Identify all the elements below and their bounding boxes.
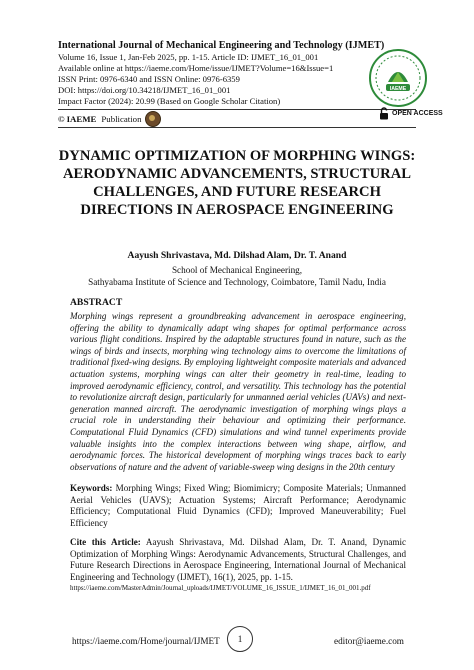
open-access-label: OPEN ACCESS bbox=[392, 110, 443, 117]
available-online-line: Available online at https://iaeme.com/Home/issue/IJMET?Volume=16&Issue=1 bbox=[58, 63, 334, 73]
footer-journal-link[interactable]: https://iaeme.com/Home/journal/IJMET bbox=[72, 636, 220, 646]
authors: Aayush Shrivastava, Md. Dilshad Alam, Dr. T. Anand bbox=[127, 250, 347, 261]
doi-line: DOI: https://doi.org/10.34218/IJMET_16_01_001 bbox=[58, 85, 231, 95]
header-rule-bottom bbox=[58, 127, 416, 128]
footer-email[interactable]: editor@iaeme.com bbox=[334, 636, 404, 646]
open-lock-icon bbox=[379, 107, 389, 120]
publisher-row bbox=[58, 111, 161, 127]
affiliation-school: School of Mechanical Engineering, bbox=[171, 265, 303, 275]
page-number: 1 bbox=[227, 626, 253, 652]
abstract-text: Morphing wings represent a groundbreaking advancement in aerospace engineering, offering the ability to dynamically adapt wing shapes for optimal performance across various flight conditions. Inspired by the adaptable structures found in nature, such as the wings of birds and insects, morphing wing technology aims to overcome the limitations of traditional fixed-wing designs. By employing lightweight composite materials and advanced actuation systems, morphing wings can alter their geometry in real-time, leading to improved aerodynamic efficiency, control, and versatility. This technology has the potential to revolutionize aircraft design, particularly for unmanned aerial vehicles (UAVs) and next-generation manned aircraft. The aerodynamic investigation of morphing wings plays a crucial role in understanding their behaviour and optimizing their performance. Computational Fluid Dynamics (CFD) simulations and wind tunnel experiments provide valuable insights into the complex interactions between wing shape, airflow, and aerodynamic forces. The historical development of morphing wings traces back to early observations of nature and the advent of variable-sweep wing designs in the 20th century bbox=[70, 311, 406, 472]
publisher-seal-icon bbox=[145, 111, 161, 127]
abstract-heading: ABSTRACT bbox=[70, 297, 123, 308]
citation-label: Cite this Article: bbox=[70, 537, 141, 547]
logo-text: IAEME bbox=[389, 86, 407, 92]
keywords-label: Keywords: bbox=[70, 483, 113, 493]
issn-line: ISSN Print: 0976-6340 and ISSN Online: 0976-6359 bbox=[58, 74, 240, 84]
journal-header bbox=[58, 40, 385, 107]
citation-text: Aayush Shrivastava, Md. Dilshad Alam, Dr. T. Anand, Dynamic Optimization of Morphing Wings: Aerodynamic Advancements, Structural Challenges, and Future Research Directions in Aerospace Engineering, International Journal of Mechanical Engineering and Technology (IJMET), 16(1), 2025, pp. 1-15. bbox=[70, 537, 407, 582]
keywords-paragraph bbox=[70, 483, 406, 529]
publisher-name: IAEME bbox=[66, 114, 97, 124]
publisher-suffix: Publication bbox=[101, 114, 142, 124]
iaeme-logo-icon bbox=[368, 48, 428, 108]
journal-title: International Journal of Mechanical Engineering and Technology (IJMET) bbox=[58, 40, 385, 51]
copyright-symbol: © bbox=[58, 114, 65, 124]
affiliation bbox=[48, 264, 426, 288]
header-rule-top bbox=[58, 109, 416, 110]
affiliation-institute: Sathyabama Institute of Science and Technology, Coimbatore, Tamil Nadu, India bbox=[88, 277, 386, 287]
citation-url[interactable]: https://iaeme.com/MasterAdmin/Journal_uploads/IJMET/VOLUME_16_ISSUE_1/IJMET_16_01_001.pdf bbox=[70, 584, 371, 592]
impact-factor-line: Impact Factor (2024): 20.99 (Based on Google Scholar Citation) bbox=[58, 96, 281, 106]
open-access-badge bbox=[379, 107, 443, 120]
article-title: DYNAMIC OPTIMIZATION OF MORPHING WINGS: AERODYNAMIC ADVANCEMENTS, STRUCTURAL CHALLENGES, AND FUTURE RESEARCH DIRECTIONS IN AEROSPACE ENGINEERING bbox=[58, 148, 416, 218]
citation-paragraph bbox=[70, 537, 406, 583]
volume-line: Volume 16, Issue 1, Jan-Feb 2025, pp. 1-15. Article ID: IJMET_16_01_001 bbox=[58, 52, 319, 62]
keywords-text: Morphing Wings; Fixed Wing; Biomimicry; Composite Materials; Unmanned Aerial Vehicles (UAVS); Actuation Systems; Aircraft Performance; Aerodynamic Efficiency; Computational Fluid Dynamics (CFD); Improved Maneuverability; Fuel Efficiency bbox=[70, 483, 406, 528]
